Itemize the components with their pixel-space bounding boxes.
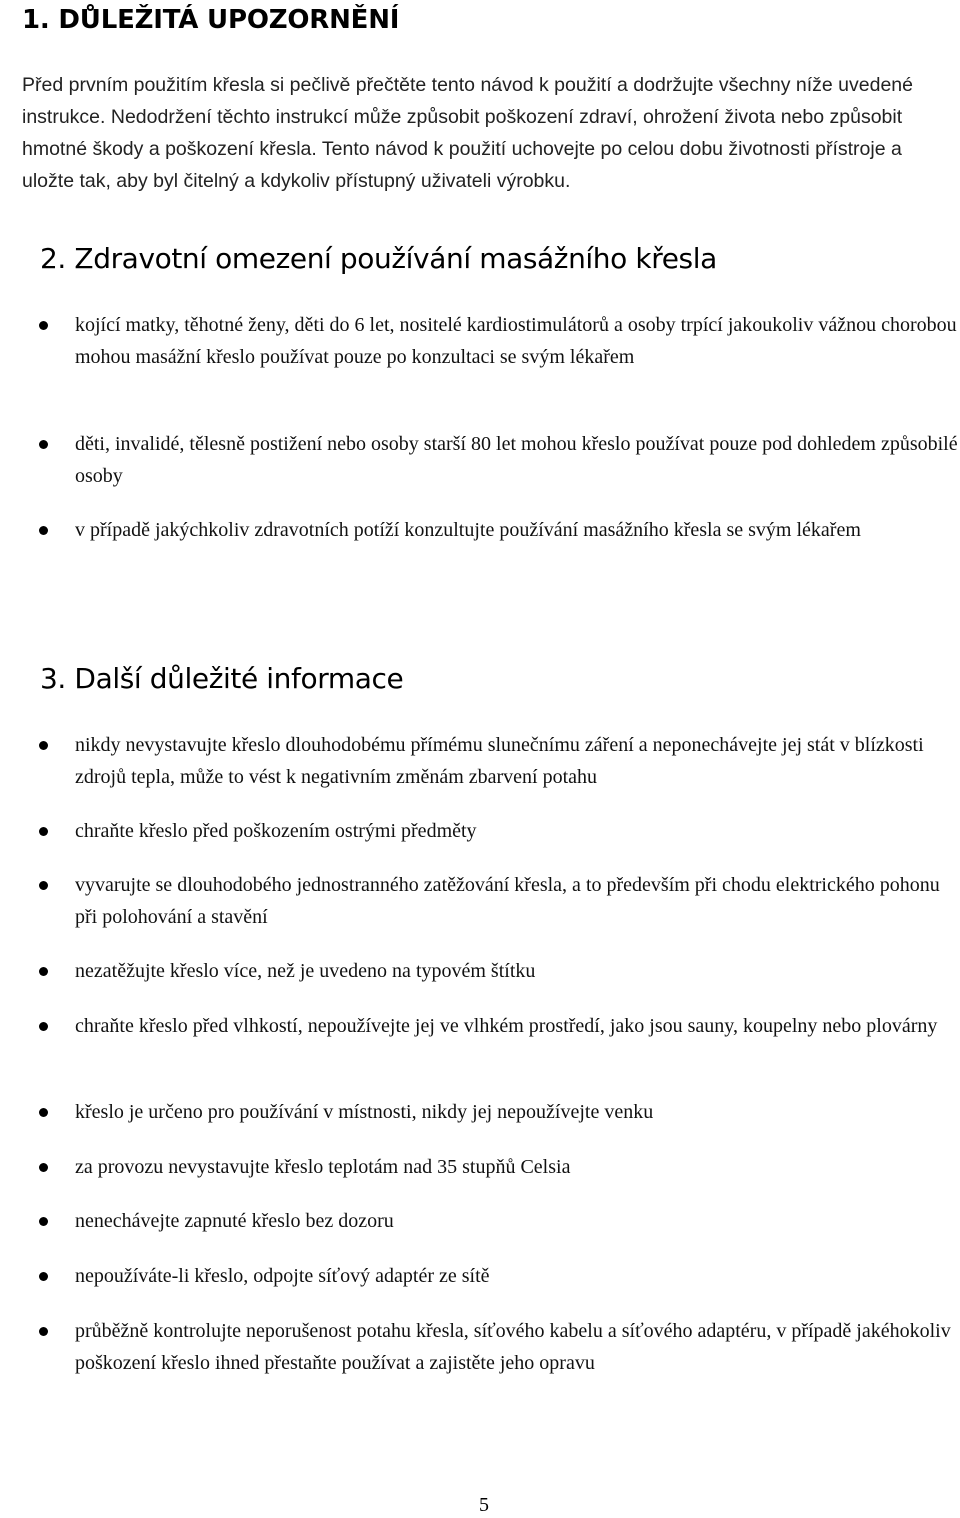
list-item-text: v případě jakýchkoliv zdravotních potíží konzultujte používání masážního křesla se svým lékařem [75, 519, 861, 541]
bullet-icon [39, 526, 48, 535]
bullet-icon [39, 1163, 48, 1172]
bullet-icon [39, 967, 48, 976]
list-item-text: vyvarujte se dlouhodobého jednostranného zatěžování křesla, a to především při chodu elektrického pohonu při polohování a stavění [75, 874, 940, 928]
list-item-text: chraňte křeslo před poškozením ostrými předměty [75, 820, 477, 842]
bullet-icon [39, 440, 48, 449]
list-item-text: nikdy nevystavujte křeslo dlouhodobému přímému slunečnímu záření a neponechávejte jej stát v blízkosti zdrojů tepla, může to vést k negativním změnám zbarvení potahu [75, 734, 924, 788]
bullet-icon [39, 1108, 48, 1117]
list-item-text: průběžně kontrolujte neporušenost potahu křesla, síťového kabelu a síťového adaptéru, v případě jakéhokoliv poškození křeslo ihned přestaňte používat a zajistěte jeho opravu [75, 1320, 951, 1374]
section-1-paragraph: Před prvním použitím křesla si pečlivě přečtěte tento návod k použití a dodržujte všechny níže uvedené instrukce. Nedodržení těchto instrukcí může způsobit poškození zdraví, ohrožení života nebo způsobit hmotné škody a poškození křesla. Tento návod k použití uchovejte po celou dobu životnosti přístroje a uložte tak, aby byl čitelný a kdykoliv přístupný uživateli výrobku. [22, 74, 913, 192]
list-item-text: děti, invalidé, tělesně postižení nebo osoby starší 80 let mohou křeslo používat pouze pod dohledem způsobilé osoby [75, 433, 958, 487]
page-number: 5 [479, 1494, 489, 1516]
list-item-text: nezatěžujte křeslo více, než je uvedeno na typovém štítku [75, 960, 536, 982]
bullet-icon [39, 881, 48, 890]
section-1-heading: 1. DŮLEŽITÁ UPOZORNĚNÍ [22, 5, 400, 35]
section-2-heading: 2. Zdravotní omezení používání masážního křesla [40, 242, 717, 275]
bullet-icon [39, 1217, 48, 1226]
bullet-icon [39, 1272, 48, 1281]
list-item-text: za provozu nevystavujte křeslo teplotám nad 35 stupňů Celsia [75, 1156, 571, 1178]
list-item-text: kojící matky, těhotné ženy, děti do 6 let, nositelé kardiostimulátorů a osoby trpící jakoukoliv vážnou chorobou mohou masážní křeslo používat pouze po konzultaci se svým lékařem [75, 314, 957, 368]
list-item-text: nepoužíváte-li křeslo, odpojte síťový adaptér ze sítě [75, 1265, 490, 1287]
list-item-text: křeslo je určeno pro používání v místnosti, nikdy jej nepoužívejte venku [75, 1101, 654, 1123]
section-3-heading: 3. Další důležité informace [40, 662, 404, 695]
bullet-icon [39, 1327, 48, 1336]
list-item-text: nenechávejte zapnuté křeslo bez dozoru [75, 1210, 394, 1232]
bullet-icon [39, 321, 48, 330]
bullet-icon [39, 1022, 48, 1031]
bullet-icon [39, 741, 48, 750]
bullet-icon [39, 827, 48, 836]
list-item-text: chraňte křeslo před vlhkostí, nepoužívejte jej ve vlhkém prostředí, jako jsou sauny, koupelny nebo plovárny [75, 1015, 938, 1037]
